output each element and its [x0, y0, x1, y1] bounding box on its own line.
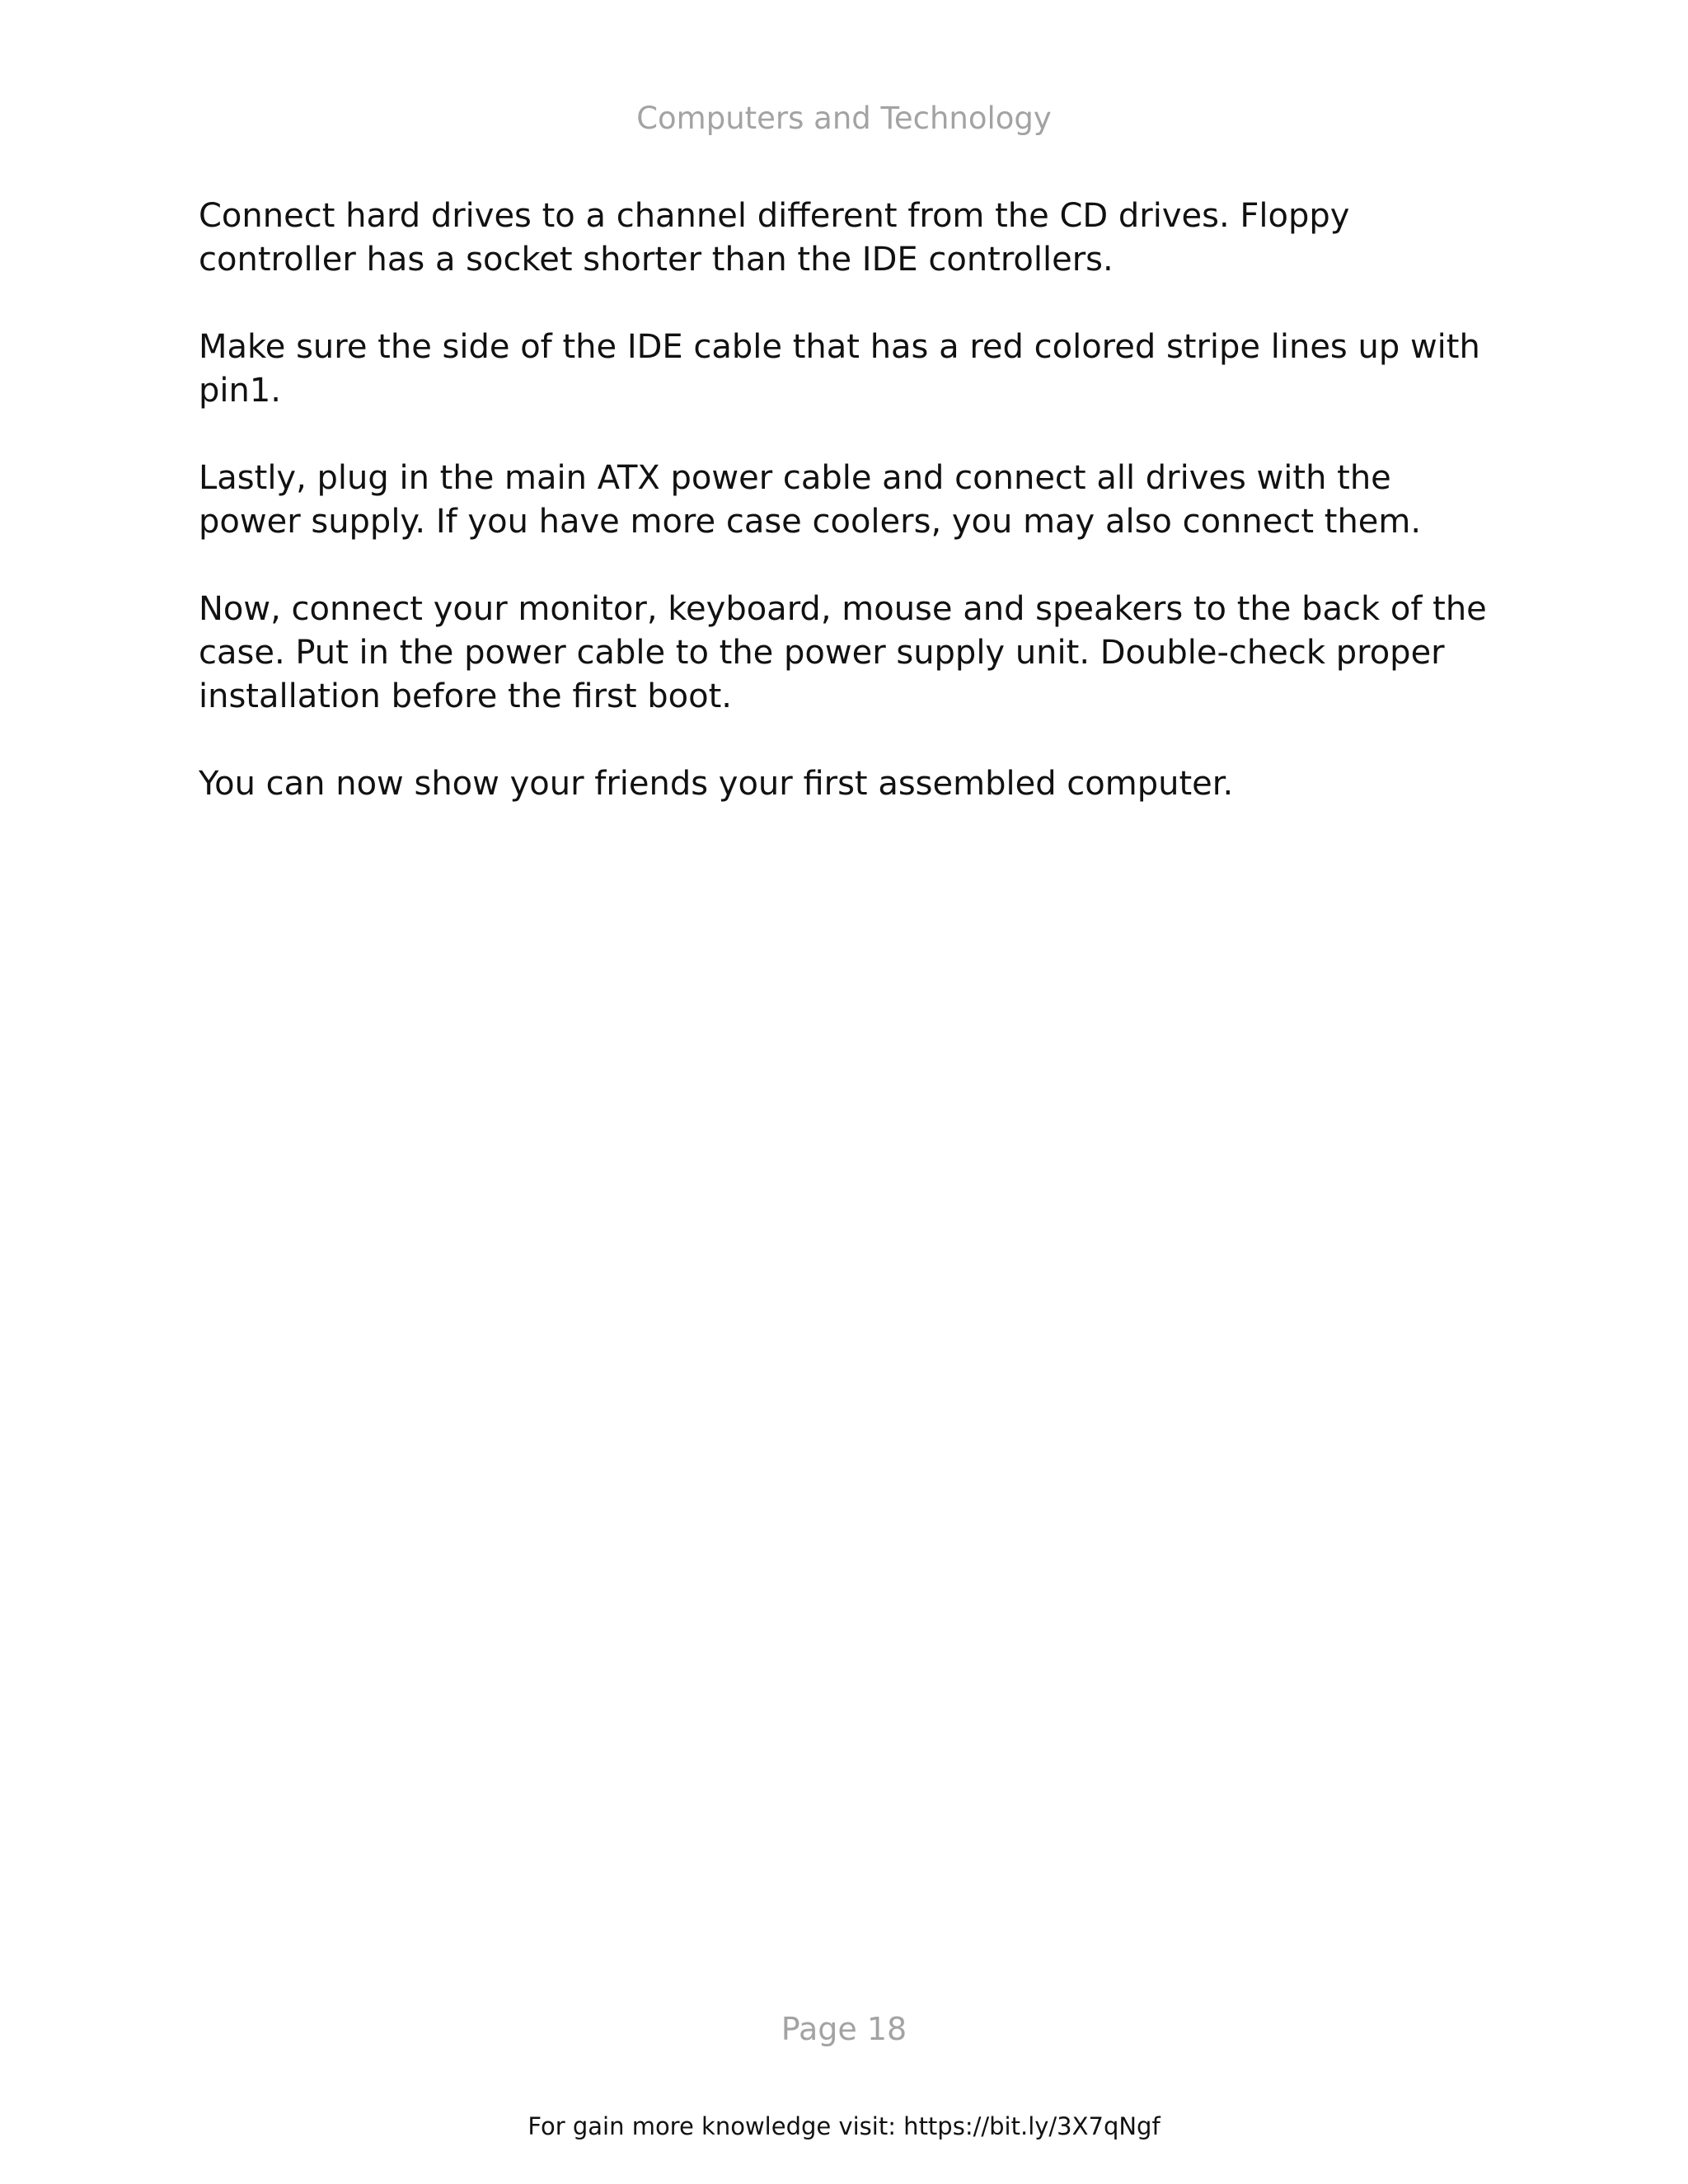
paragraph-conclusion: You can now show your friends your first assembled computer. [199, 765, 1234, 803]
paragraph-hard-drives: Connect hard drives to a channel different from the CD drives. Floppy controller has a socket shorter than the IDE controllers. [199, 197, 1350, 279]
body-text [199, 194, 1501, 850]
page-number: Page 18 [781, 2011, 907, 2047]
running-header: Computers and Technology [636, 101, 1052, 136]
paragraph-power-cable: Lastly, plug in the main ATX power cable and connect all drives with the power supply. If you have more case coolers, you may also connect them. [199, 459, 1422, 541]
paragraph-peripherals: Now, connect your monitor, keyboard, mouse and speakers to the back of the case. Put in the power cable to the power supply unit. Double-check proper installation before the first boot. [199, 590, 1487, 715]
paragraph-ide-cable: Make sure the side of the IDE cable that has a red colored stripe lines up with pin1. [199, 328, 1480, 410]
footer-note: For gain more knowledge visit: https://bit.ly/3X7qNgf [528, 2112, 1160, 2140]
